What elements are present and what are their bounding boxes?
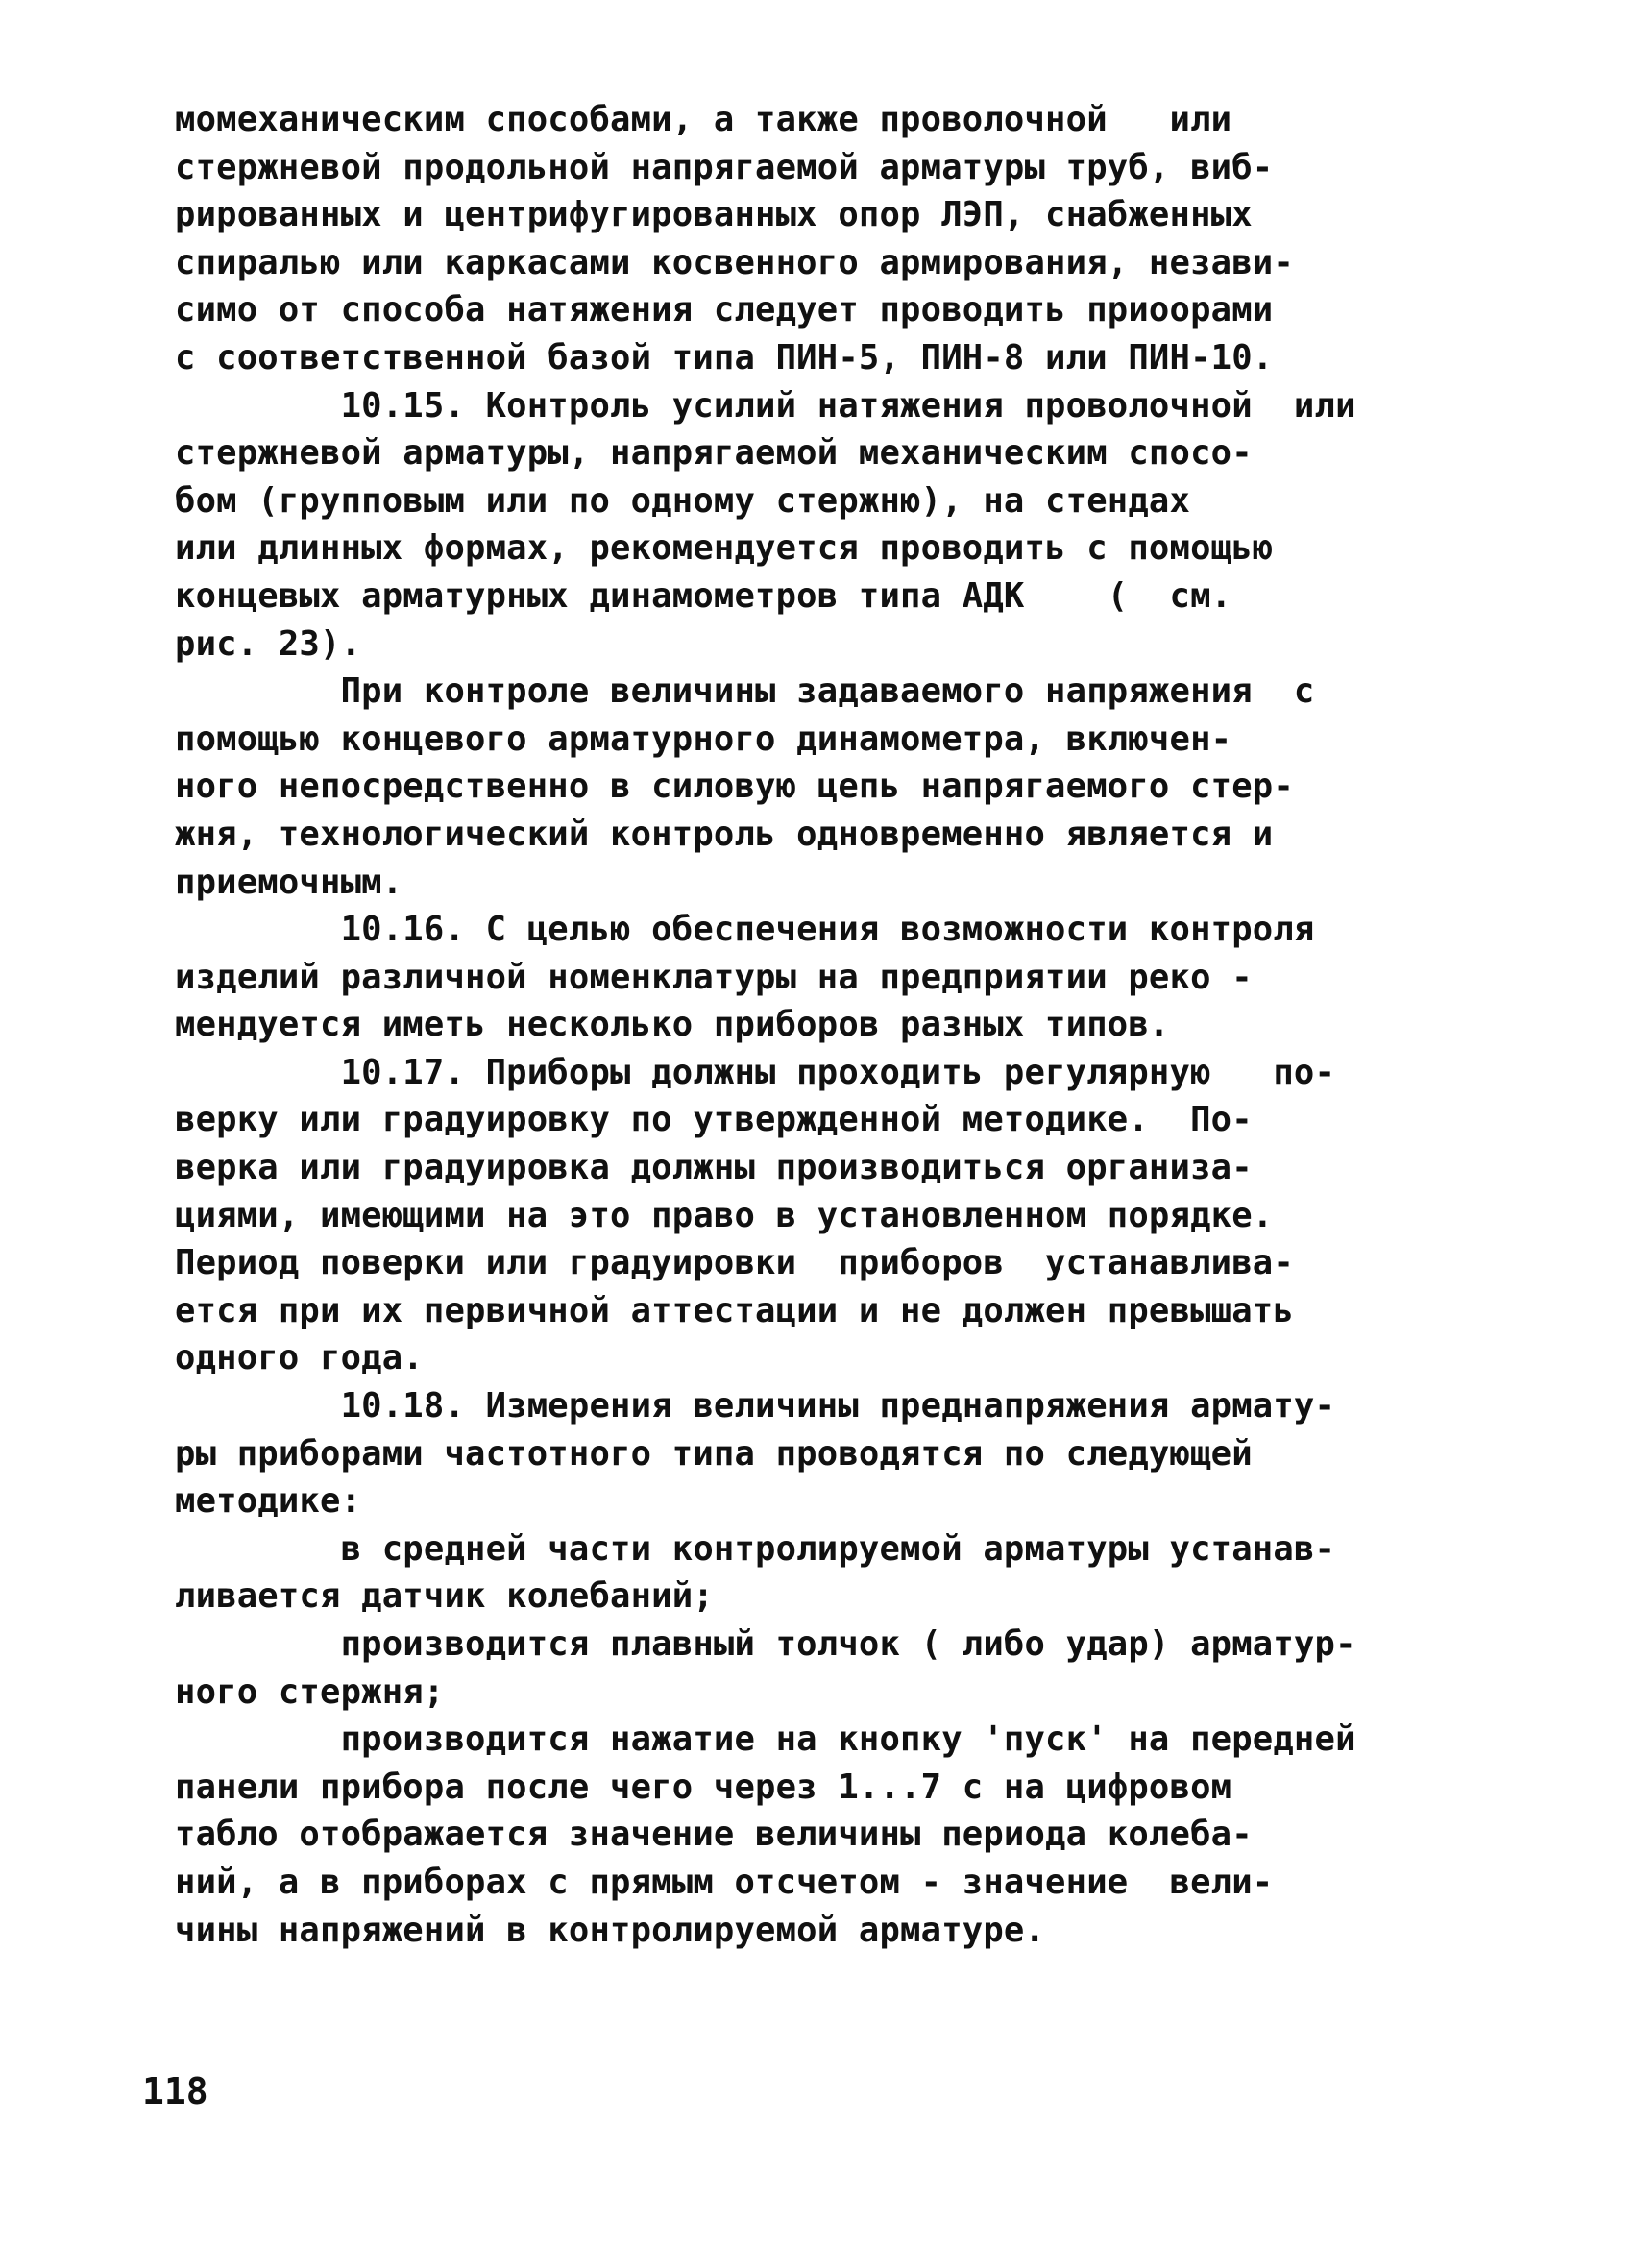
body-text bbox=[175, 96, 1472, 1954]
page-number: 118 bbox=[142, 2070, 208, 2112]
text-line: Период поверки или градуировки приборов устанавлива- bbox=[175, 1243, 1294, 1283]
text-line: панели прибора после чего через 1...7 с на цифровом bbox=[175, 1767, 1232, 1807]
text-line: методике: bbox=[175, 1481, 362, 1522]
text-line: производится нажатие на кнопку 'пуск' на передней bbox=[175, 1719, 1356, 1760]
text-line: помощью концевого арматурного динамометра, включен- bbox=[175, 719, 1232, 759]
text-line: табло отображается значение величины периода колеба- bbox=[175, 1815, 1253, 1855]
text-line: жня, технологический контроль одновременно является и bbox=[175, 814, 1274, 854]
text-line: мендуется иметь несколько приборов разных типов. bbox=[175, 1005, 1170, 1045]
text-line: стержневой продольной напрягаемой арматуры труб, виб- bbox=[175, 147, 1274, 187]
text-line: ется при их первичной аттестации и не должен превышать bbox=[175, 1290, 1294, 1330]
text-line: приемочным. bbox=[175, 862, 403, 902]
text-line: рис. 23). bbox=[175, 623, 362, 664]
text-line: ного непосредственно в силовую цепь напрягаемого стер- bbox=[175, 767, 1294, 807]
text-line: изделий различной номенклатуры на предприятии реко - bbox=[175, 957, 1253, 997]
text-line: ний, а в приборах с прямым отсчетом - значение вели- bbox=[175, 1862, 1274, 1902]
text-line: 10.17. Приборы должны проходить регулярную по- bbox=[175, 1052, 1336, 1092]
text-line: 10.15. Контроль усилий натяжения проволочной или bbox=[175, 385, 1356, 426]
text-line: верку или градуировку по утвержденной методике. По- bbox=[175, 1100, 1253, 1140]
text-line: 10.18. Измерения величины преднапряжения армату- bbox=[175, 1386, 1336, 1427]
text-line: момеханическим способами, а также проволочной или bbox=[175, 100, 1232, 139]
text-line: симо от способа натяжения следует проводить приоорами bbox=[175, 290, 1274, 330]
text-line: с соответственной базой типа ПИН-5, ПИН-8 или ПИН-10. bbox=[175, 337, 1274, 378]
text-line: верка или градуировка должны производиться организа- bbox=[175, 1148, 1253, 1188]
text-line: ливается датчик колебаний; bbox=[175, 1576, 714, 1617]
text-line: одного года. bbox=[175, 1338, 424, 1378]
text-line: При контроле величины задаваемого напряжения с bbox=[175, 671, 1315, 712]
text-line: в средней части контролируемой арматуры устанав- bbox=[175, 1528, 1336, 1569]
text-line: ного стержня; bbox=[175, 1671, 445, 1712]
text-line: стержневой арматуры, напрягаемой механическим спосо- bbox=[175, 433, 1253, 474]
text-line: спиралью или каркасами косвенного армирования, незави- bbox=[175, 242, 1294, 282]
text-line: рированных и центрифугированных опор ЛЭП, снабженных bbox=[175, 195, 1253, 235]
text-line: или длинных формах, рекомендуется проводить с помощью bbox=[175, 528, 1274, 569]
text-line: концевых арматурных динамометров типа АДК ( см. bbox=[175, 575, 1232, 616]
text-line: чины напряжений в контролируемой арматуре. bbox=[175, 1910, 1046, 1950]
text-line: ры приборами частотного типа проводятся по следующей bbox=[175, 1433, 1253, 1474]
text-line: бом (групповым или по одному стержню), на стендах bbox=[175, 480, 1191, 521]
text-line: 10.16. С целью обеспечения возможности контроля bbox=[175, 910, 1315, 950]
text-line: производится плавный толчок ( либо удар) арматур- bbox=[175, 1624, 1356, 1664]
text-line: циями, имеющими на это право в установленном порядке. bbox=[175, 1195, 1274, 1235]
